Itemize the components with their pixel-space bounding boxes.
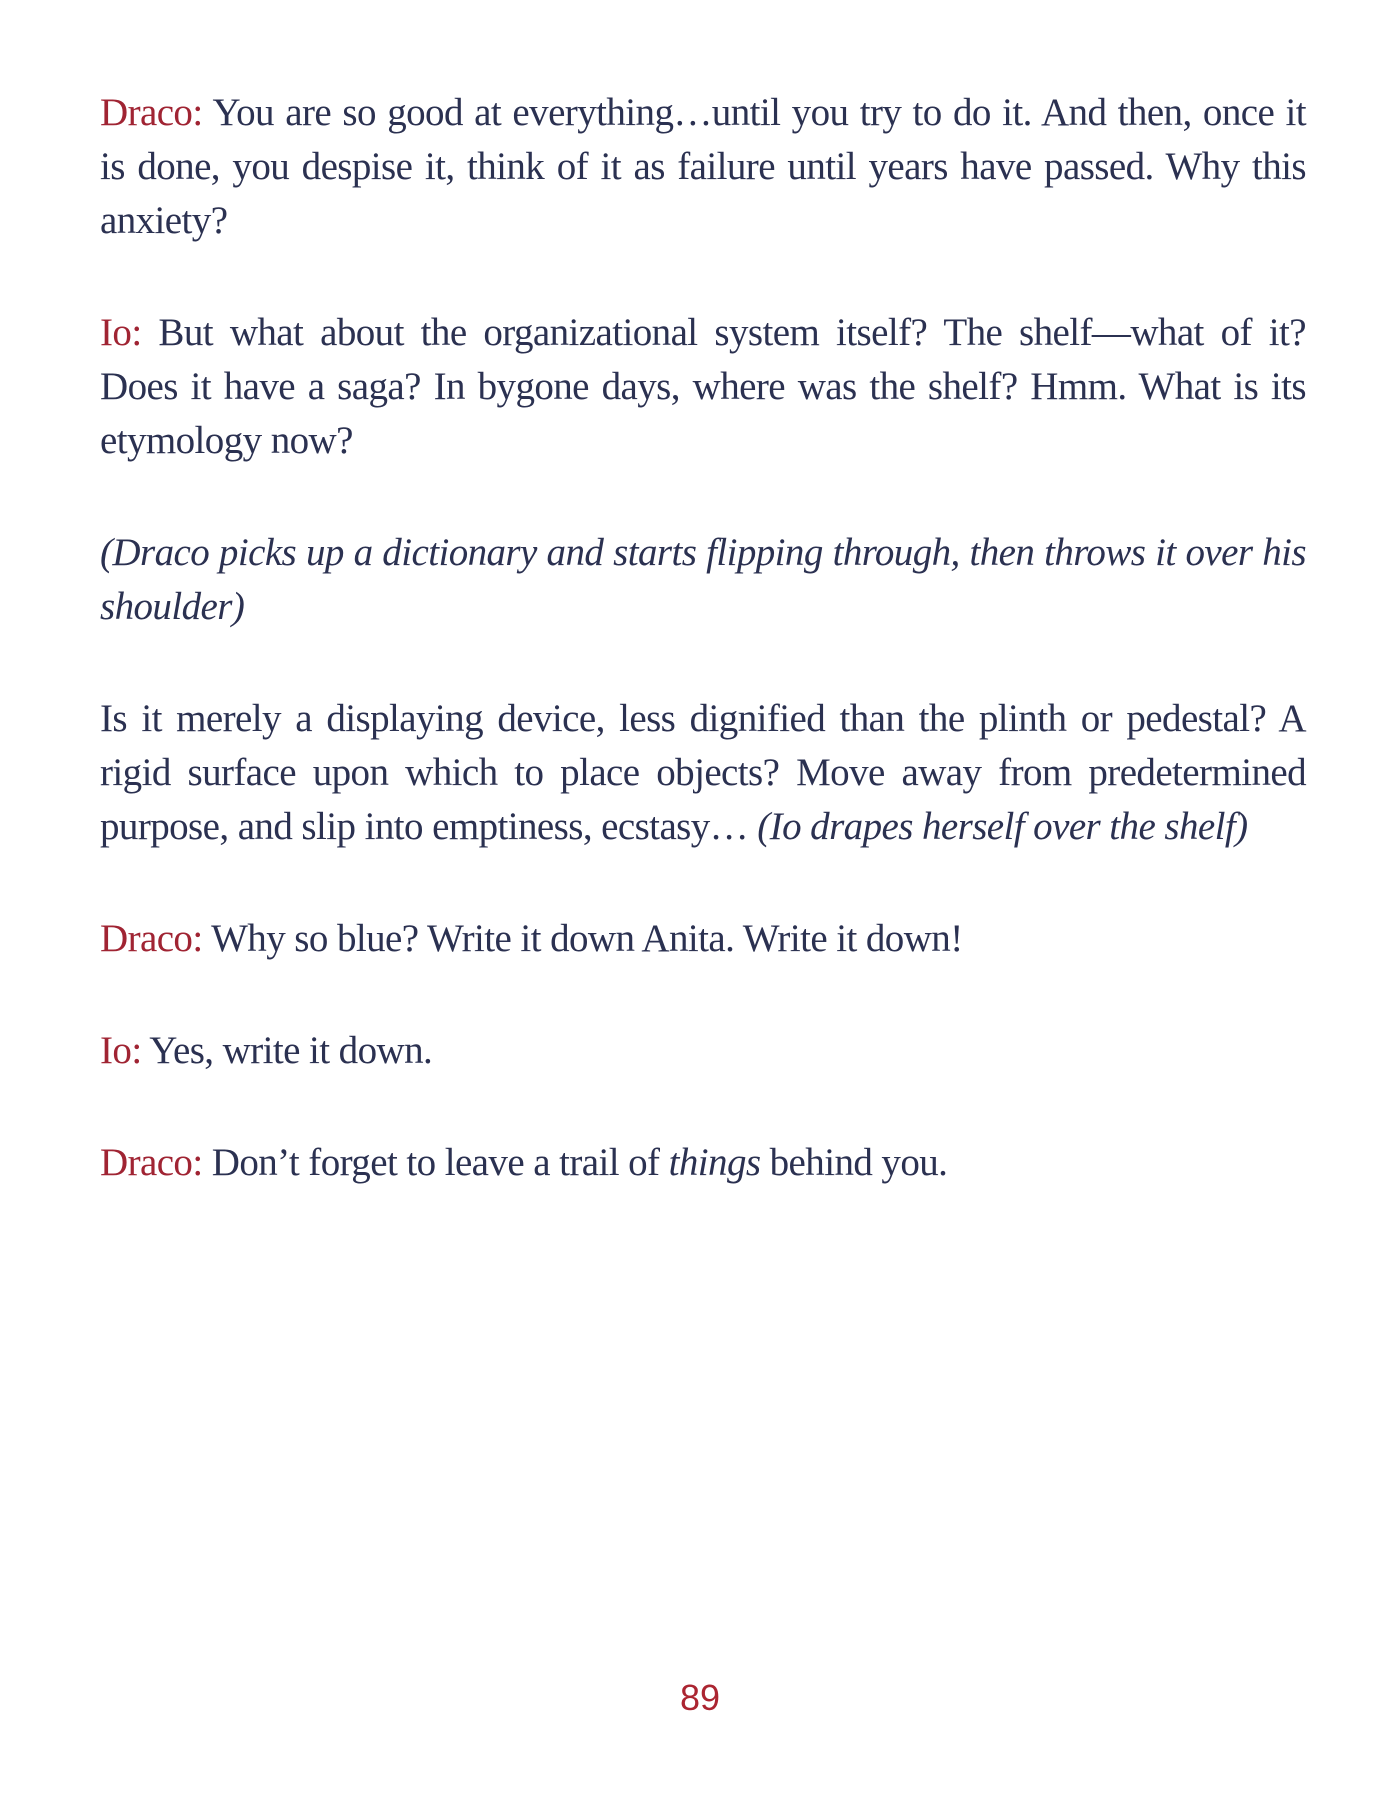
speaker-label: Io: [100, 311, 142, 354]
dialogue-paragraph-draco-3 [100, 1136, 1306, 1190]
stage-direction-inline: (Io drapes herself over the shelf) [757, 805, 1248, 848]
dialogue-paragraph-draco-2 [100, 912, 1306, 966]
emphasized-word: things [668, 1141, 761, 1184]
dialogue-text: But what about the organizational system itself? The shelf—what of it? Does it have a saga? In bygone days, where was the shelf? Hmm. What is its etymology now? [100, 311, 1306, 462]
dialogue-paragraph-io-1 [100, 306, 1306, 468]
dialogue-text: Yes, write it down. [141, 1029, 433, 1072]
dialogue-text: behind you. [760, 1141, 948, 1184]
dialogue-text: Is it merely a displaying device, less dignified than the plinth or pedestal? A rigid surface upon which to place objects? Move away from predetermined purpose, and slip into emptiness, ecstasy… [100, 697, 1306, 848]
dialogue-text: Don’t forget to leave a trail of [202, 1141, 669, 1184]
speaker-label: Io: [100, 1029, 142, 1072]
speaker-label: Draco: [100, 1141, 203, 1184]
dialogue-text-block [100, 86, 1306, 1248]
dialogue-paragraph-io-2 [100, 1024, 1306, 1078]
stage-direction-paragraph [100, 526, 1306, 634]
stage-direction-text: (Draco picks up a dictionary and starts flipping through, then throws it over his shoulder) [100, 531, 1306, 628]
page-number: 89 [679, 1677, 721, 1718]
dialogue-text: You are so good at everything…until you try to do it. And then, once it is done, you despise it, think of it as failure until years have passed. Why this anxiety? [100, 91, 1306, 242]
speaker-label: Draco: [100, 917, 203, 960]
dialogue-text: Why so blue? Write it down Anita. Write it down! [202, 917, 963, 960]
dialogue-paragraph-io-continued [100, 692, 1306, 854]
dialogue-paragraph-draco-1 [100, 86, 1306, 248]
speaker-label: Draco: [100, 91, 203, 134]
